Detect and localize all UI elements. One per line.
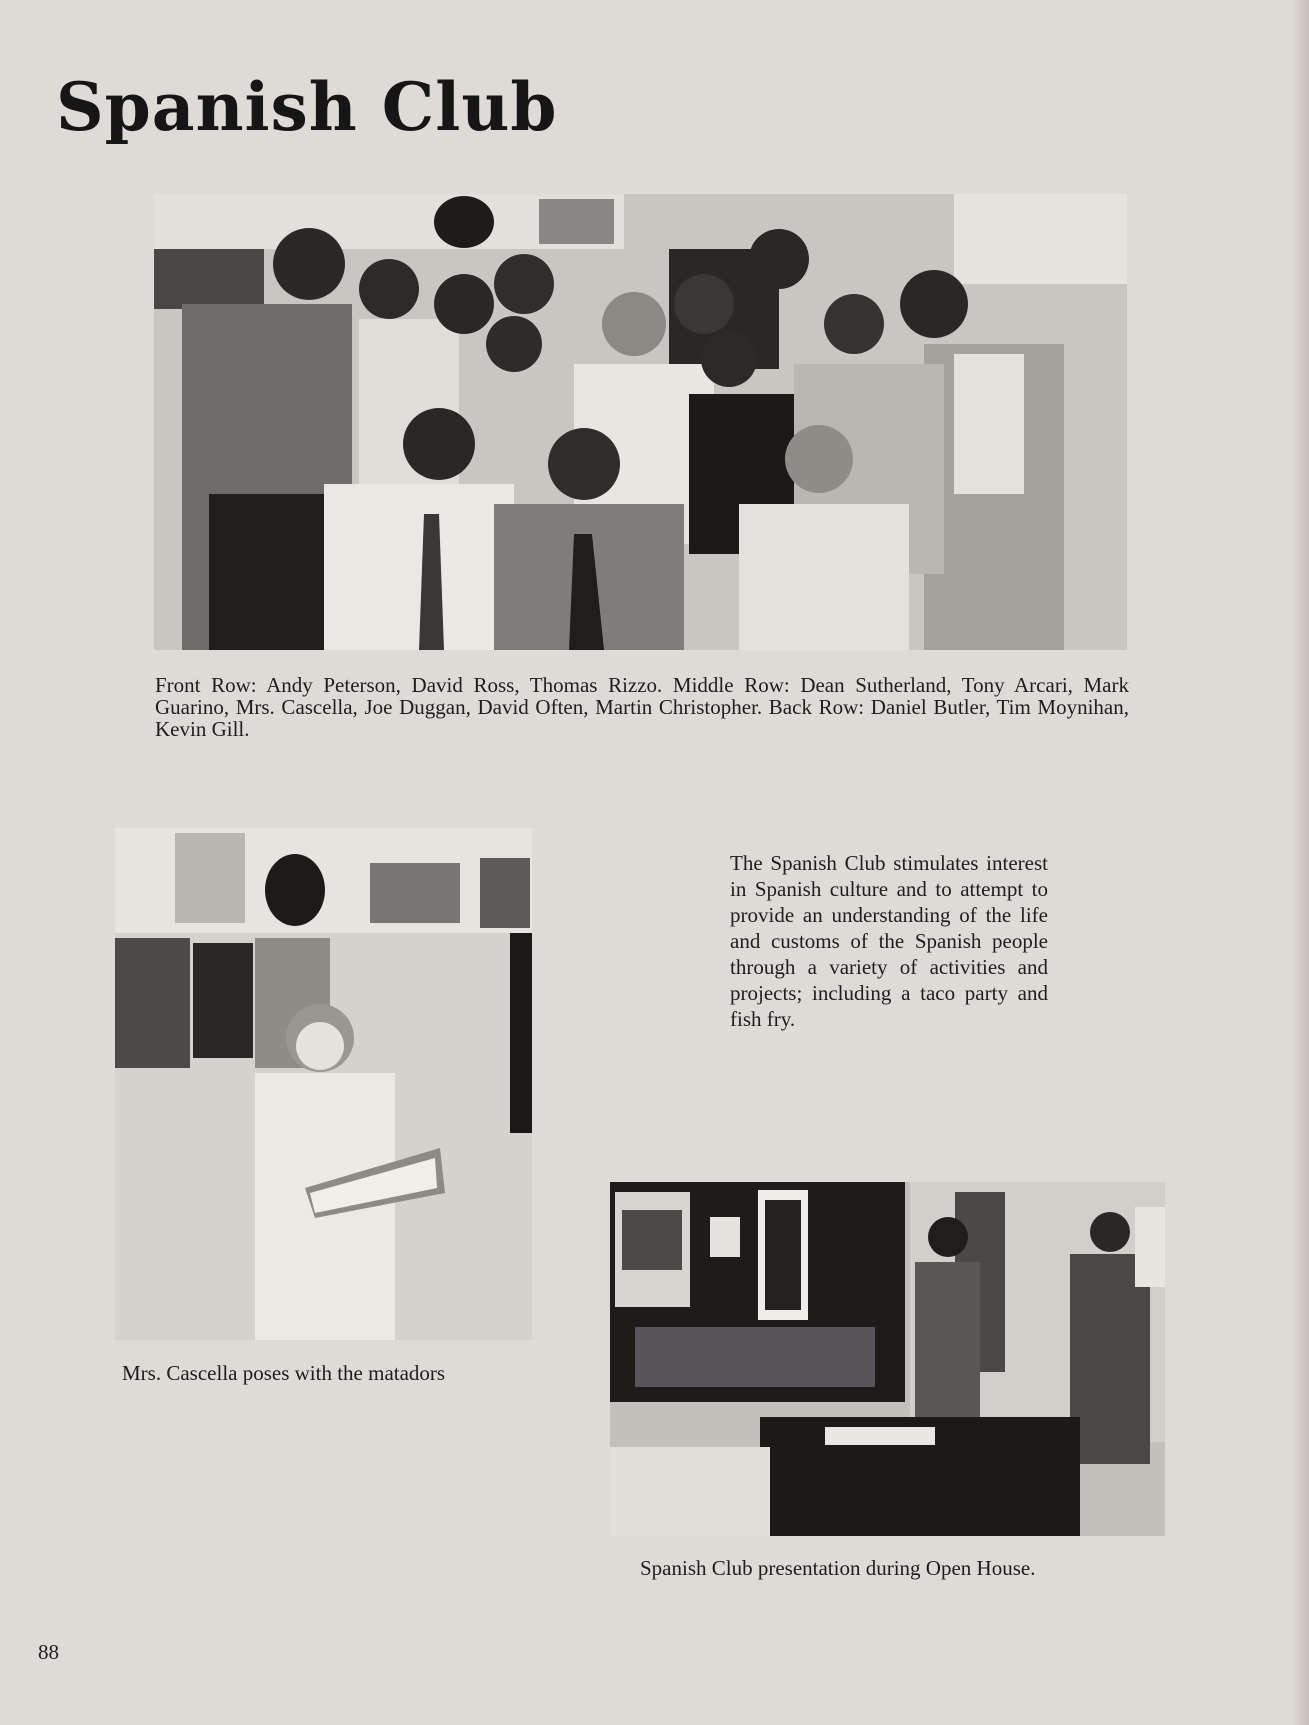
page-edge-shadow	[1291, 0, 1309, 1725]
open-house-photo-caption: Spanish Club presentation during Open House.	[640, 1556, 1036, 1580]
club-description: The Spanish Club stimulates interest in Spanish culture and to attempt to provide an understanding of the life and customs of the Spanish people through a variety of activities and projects; including a taco party and fish fry.	[730, 851, 1048, 1031]
open-house-photo	[610, 1182, 1165, 1536]
teacher-photo-caption: Mrs. Cascella poses with the matadors	[122, 1361, 446, 1385]
page-title: Spanish Club	[56, 68, 558, 146]
group-photo-caption: Front Row: Andy Peterson, David Ross, Thomas Rizzo. Middle Row: Dean Sutherland, Tony Arcari, Mark Guarino, Mrs. Cascella, Joe Duggan, David Often, Martin Christopher. Back Row: Daniel Butler, Tim Moynihan, Kevin Gill.	[155, 673, 1129, 741]
page-number: 88	[38, 1640, 59, 1664]
teacher-photo	[115, 828, 532, 1340]
group-photo	[154, 194, 1127, 650]
